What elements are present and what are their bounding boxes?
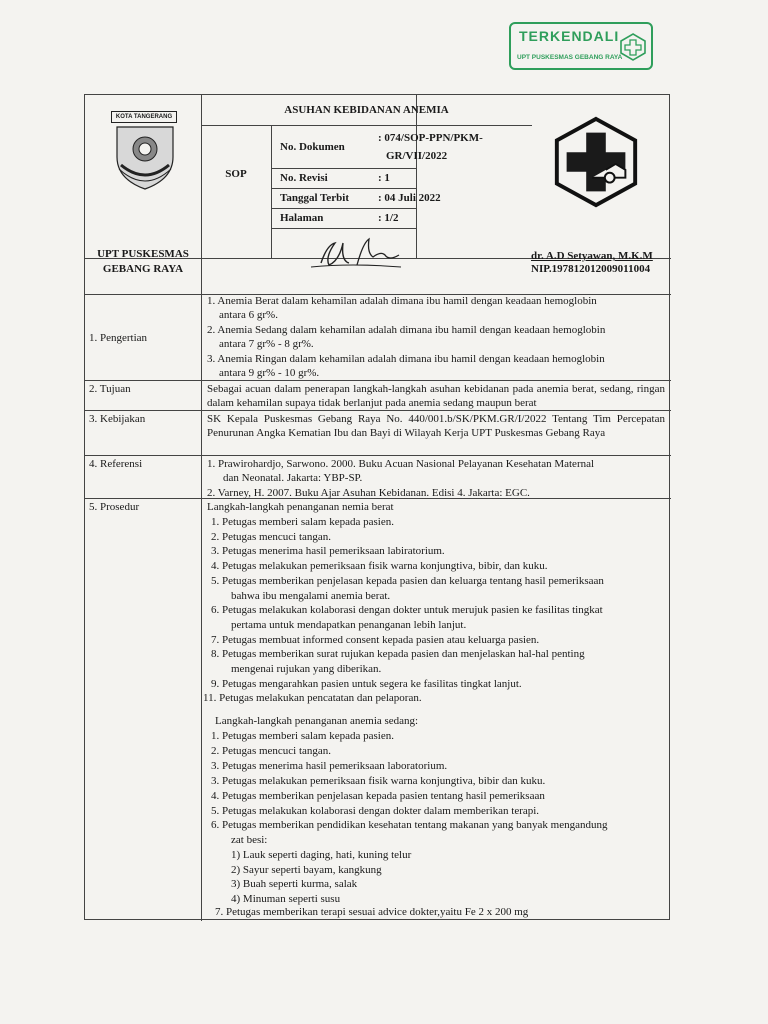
procedure-step: 9. Petugas mengarahkan pasien untuk segera ke fasilitas tingkat lanjut.	[211, 677, 522, 690]
procedure-step: 4) Minuman seperti susu	[231, 893, 341, 906]
puskesmas-seal-icon	[619, 32, 647, 62]
pengertian-line: 2. Anemia Sedang dalam kehamilan adalah dimana ibu hamil dengan keadaan hemoglobin	[207, 324, 606, 336]
section-label-prosedur: 5. Prosedur	[89, 501, 140, 513]
sop-label: SOP	[225, 168, 247, 180]
procedure-step: 3. Petugas melakukan pemeriksaan fisik warna konjungtiva, bibir dan kuku.	[211, 774, 546, 787]
procedure-step: bahwa ibu mengalami anemia berat.	[231, 589, 391, 602]
pengertian-line: antara 6 gr%.	[219, 309, 278, 321]
field-value-no-dokumen-2: GR/VII/2022	[386, 150, 448, 162]
prosedur-berat-title: Langkah-langkah penanganan nemia berat	[207, 501, 394, 513]
procedure-step: 8. Petugas memberikan surat rujukan kepada pasien dan menjelaskan hal-hal penting	[211, 648, 585, 661]
stamp-title: TERKENDALI	[519, 28, 620, 44]
terkendali-stamp	[509, 22, 653, 70]
section-label-pengertian: 1. Pengertian	[89, 332, 148, 344]
procedure-step: 2. Petugas mencuci tangan.	[211, 530, 332, 543]
handwritten-signature	[301, 235, 431, 275]
procedure-step: 4. Petugas memberikan penjelasan kepada pasien tentang hasil pemeriksaan	[211, 789, 545, 802]
logo-label: KOTA TANGERANG	[111, 111, 177, 123]
procedure-step: 6. Petugas melakukan kolaborasi dengan dokter untuk merujuk pasien ke fasilitas tingkat	[211, 604, 603, 617]
unit-name-line2: GEBANG RAYA	[102, 263, 184, 275]
sop-document	[84, 94, 670, 920]
procedure-step: 5. Petugas memberikan penjelasan kepada pasien dan keluarga tentang hasil pemeriksaan	[211, 574, 604, 587]
field-label-tanggal-terbit: Tanggal Terbit	[280, 192, 349, 204]
field-value-halaman: : 1/2	[378, 212, 399, 224]
procedure-step: 3. Petugas menerima hasil pemeriksaan laboratorium.	[211, 759, 448, 772]
pengertian-line: antara 7 gr% - 8 gr%.	[219, 338, 314, 350]
prosedur-sedang-title: Langkah-langkah penanganan anemia sedang:	[215, 715, 419, 727]
procedure-step: 2. Petugas mencuci tangan.	[211, 744, 332, 757]
field-label-halaman: Halaman	[280, 212, 324, 224]
pengertian-line: antara 9 gr% - 10 gr%.	[219, 367, 320, 379]
tujuan-text: Sebagai acuan dalam penerapan langkah-langkah asuhan kebidanan pada anemia berat, sedang, ringan dalam kehamilan supaya tidak berlanjut pada anemia sedang maupun berat	[207, 383, 665, 409]
procedure-step: 1. Petugas memberi salam kepada pasien.	[211, 730, 394, 742]
field-value-tanggal-terbit: : 04 Juli 2022	[378, 192, 441, 204]
signer-nip: NIP.197812012009011004	[531, 263, 651, 275]
procedure-step: 5. Petugas melakukan kolaborasi dengan dokter dalam memberikan terapi.	[211, 804, 540, 817]
procedure-step: 4. Petugas melakukan pemeriksaan fisik warna konjungtiva, bibir, dan kuku.	[211, 560, 548, 573]
procedure-step: pertama untuk mendapatkan penanganan lebih lanjut.	[231, 618, 467, 631]
procedure-step: 6. Petugas memberikan pendidikan kesehatan tentang makanan yang banyak mengandung	[211, 819, 608, 832]
section-label-tujuan: 2. Tujuan	[89, 383, 131, 395]
field-value-no-revisi: : 1	[378, 172, 390, 184]
procedure-step: mengenai rujukan yang diberikan.	[231, 663, 382, 675]
referensi-line: 1. Prawirohardjo, Sarwono. 2000. Buku Acuan Nasional Pelayanan Kesehatan Maternal	[207, 458, 595, 470]
procedure-step: 11. Petugas melakukan pencatatan dan pelaporan.	[203, 692, 422, 705]
procedure-step: 7. Petugas membuat informed consent kepada pasien atau keluarga pasien.	[211, 633, 540, 646]
section-label-referensi: 4. Referensi	[89, 458, 143, 470]
signer-name: dr. A.D Setyawan, M.K.M	[531, 250, 653, 262]
document-title: ASUHAN KEBIDANAN ANEMIA	[284, 104, 449, 116]
pengertian-line: 1. Anemia Berat dalam kehamilan adalah dimana ibu hamil dengan keadaan hemoglobin	[207, 295, 597, 307]
stamp-subtitle: UPT PUSKESMAS GEBANG RAYA	[517, 54, 623, 61]
kebijakan-text: SK Kepala Puskesmas Gebang Raya No. 440/001.b/SK/PKM.GR/I/2022 Tentang Tim Percepatan Penurunan Angka Kematian Ibu dan Bayi di Wilayah Kerja UPT Puskesmas Gebang Raya	[207, 413, 665, 439]
procedure-step: zat besi:	[231, 834, 268, 847]
health-ministry-logo-icon	[549, 115, 643, 209]
procedure-step: 3) Buah seperti kurma, salak	[231, 878, 358, 891]
procedure-step: 2) Sayur seperti bayam, kangkung	[231, 863, 382, 876]
procedure-step: 1. Petugas memberi salam kepada pasien.	[211, 516, 394, 528]
field-label-no-dokumen: No. Dokumen	[280, 141, 345, 153]
section-label-kebijakan: 3. Kebijakan	[89, 413, 146, 425]
field-label-no-revisi: No. Revisi	[280, 172, 328, 184]
unit-name-line1: UPT PUSKESMAS	[97, 248, 189, 260]
referensi-line: 2. Varney, H. 2007. Buku Ajar Asuhan Kebidanan. Edisi 4. Jakarta: EGC.	[207, 487, 530, 499]
procedure-step: 3. Petugas menerima hasil pemeriksaan labiratorium.	[211, 545, 445, 558]
pengertian-line: 3. Anemia Ringan dalam kehamilan adalah dimana ibu hamil dengan keadaan hemoglobin	[207, 353, 605, 365]
prosedur-last-step: 7. Petugas memberikan terapi sesuai advice dokter,yaitu Fe 2 x 200 mg	[215, 906, 529, 918]
field-value-no-dokumen-1: : 074/SOP-PPN/PKM-	[378, 132, 483, 144]
kota-tangerang-logo	[107, 111, 183, 191]
tangerang-emblem-icon	[107, 123, 183, 191]
referensi-line: dan Neonatal. Jakarta: YBP-SP.	[223, 472, 363, 484]
procedure-step: 1) Lauk seperti daging, hati, kuning telur	[231, 849, 412, 861]
